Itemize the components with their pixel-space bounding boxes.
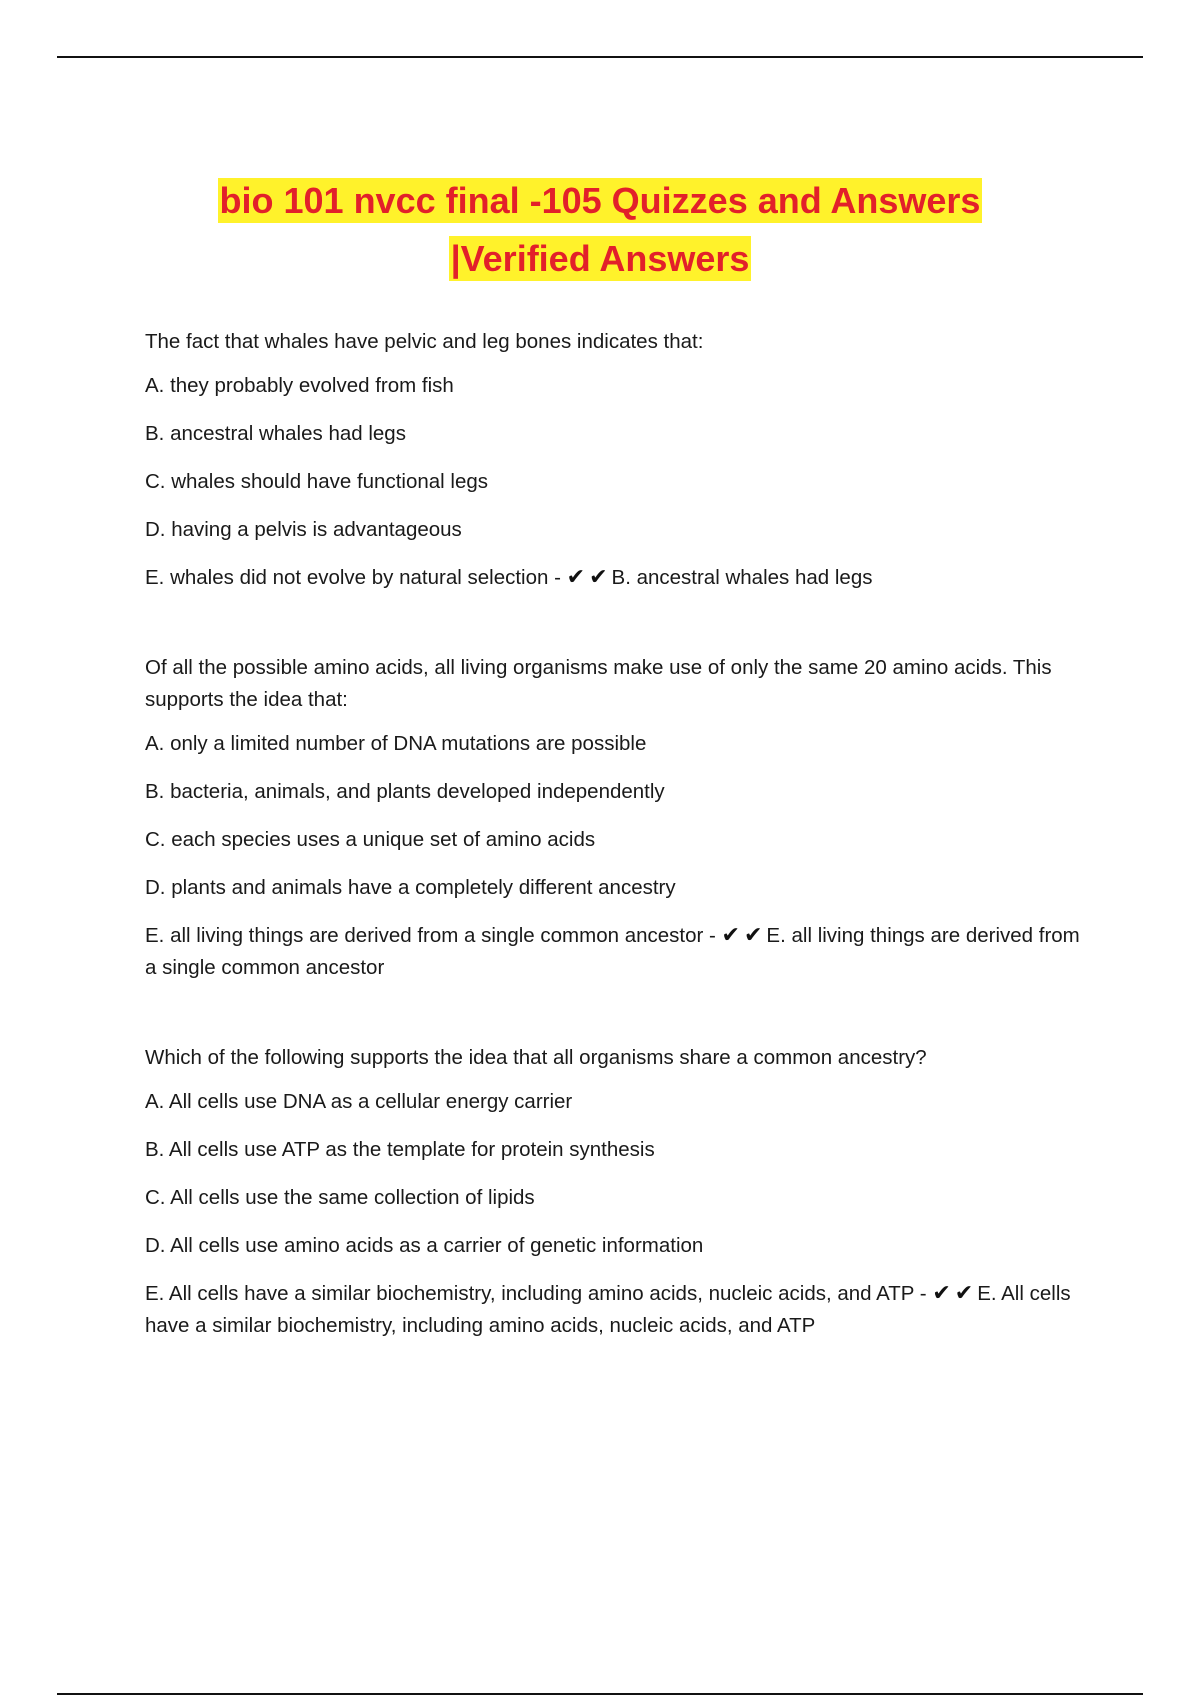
check-icon: ✔ <box>743 923 767 948</box>
correct-answer: E. all living things are derived from a single common ancestor <box>145 924 1080 979</box>
answer-option-e-with-answer <box>145 562 1085 594</box>
correct-answer: E. All cells have a similar biochemistry, including amino acids, nucleic acids, and ATP <box>145 1282 1071 1337</box>
answer-option-c: C. All cells use the same collection of lipids <box>145 1186 535 1209</box>
answer-option-d: D. plants and animals have a completely different ancestry <box>145 876 676 899</box>
answer-option-e-with-answer <box>145 1278 1085 1342</box>
answer-option-d: D. All cells use amino acids as a carrier of genetic information <box>145 1234 704 1257</box>
top-divider <box>57 56 1143 58</box>
answer-option-b: B. All cells use ATP as the template for protein synthesis <box>145 1138 655 1161</box>
correct-answer: B. ancestral whales had legs <box>611 566 873 589</box>
bottom-divider <box>57 1693 1143 1695</box>
answer-option-a: A. only a limited number of DNA mutations are possible <box>145 732 647 755</box>
check-icon: ✔ <box>566 565 590 590</box>
question-stem: The fact that whales have pelvic and leg bones indicates that: <box>145 330 704 353</box>
answer-option-e: E. All cells have a similar biochemistry, including amino acids, nucleic acids, and ATP - <box>145 1282 927 1305</box>
answer-option-c: C. each species uses a unique set of amino acids <box>145 828 596 851</box>
check-icon: ✔ <box>954 1281 978 1306</box>
answer-option-a: A. they probably evolved from fish <box>145 374 454 397</box>
answer-option-c: C. whales should have functional legs <box>145 470 489 493</box>
answer-option-e: E. whales did not evolve by natural selection - <box>145 566 561 589</box>
question-block-1 <box>145 326 1085 594</box>
title-line-1: bio 101 nvcc final -105 Quizzes and Answers <box>219 180 981 222</box>
quiz-content <box>145 326 1085 1358</box>
check-icon: ✔ <box>932 1281 955 1306</box>
check-icon: ✔ <box>589 565 612 590</box>
answer-option-b: B. bacteria, animals, and plants developed independently <box>145 780 665 803</box>
question-block-2 <box>145 652 1085 984</box>
answer-option-e: E. all living things are derived from a single common ancestor - <box>145 924 716 947</box>
answer-option-b: B. ancestral whales had legs <box>145 422 406 445</box>
answer-option-e-with-answer <box>145 920 1085 984</box>
double-check-icon <box>722 923 767 948</box>
double-check-icon <box>567 565 612 590</box>
check-icon: ✔ <box>721 923 744 948</box>
title-line-2: |Verified Answers <box>450 238 750 280</box>
question-block-3 <box>145 1042 1085 1342</box>
double-check-icon <box>932 1281 977 1306</box>
answer-option-a: A. All cells use DNA as a cellular energy carrier <box>145 1090 573 1113</box>
question-stem: Of all the possible amino acids, all living organisms make use of only the same 20 amino acids. This supports the idea that: <box>145 656 1052 711</box>
question-stem: Which of the following supports the idea that all organisms share a common ancestry? <box>145 1046 927 1069</box>
answer-option-d: D. having a pelvis is advantageous <box>145 518 462 541</box>
document-title <box>100 172 1100 288</box>
